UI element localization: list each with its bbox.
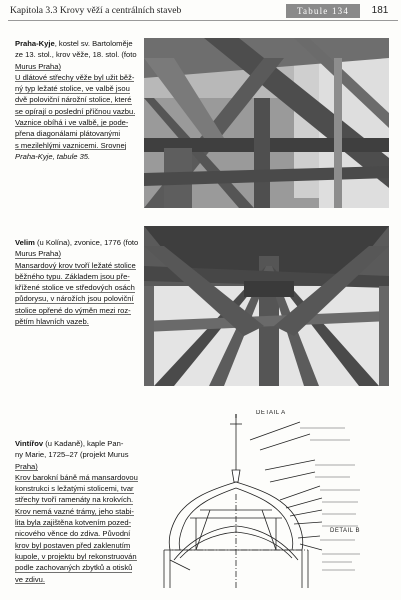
detail-a-label: DETAIL A (256, 410, 286, 416)
caption-place: Vintířov (15, 439, 44, 448)
caption-place: Velim (15, 238, 35, 247)
caption-place: Praha-Kyje (15, 39, 55, 48)
caption-praha-kyje: Praha-Kyje, kostel sv. Bartoloměje ze 13. stol., krov věže, 18. stol. (foto Murus Praha) U dlátové střechy věže byl užit běž- ný typ ležaté stolice, ve valbě jsou dvě poloviční nárožní stolice, které se opírají o poslední příčnou vazbu. Vaznice obíhá i ve valbě, je pode- přena diagonálami plátovanými s mezilehlými vaznicemi. Srovnej Praha-Kyje, tabule 35. (15, 39, 137, 161)
page-number: 181 (371, 5, 389, 16)
chapter-heading: Kapitola 3.3 Krovy věží a centrálních staveb (10, 5, 182, 16)
header-rule (8, 20, 398, 21)
detail-b-label: DETAIL B (330, 528, 361, 534)
caption-vintirov: Vintířov (u Kadaně), kaple Pan- ny Marie, 1725–27 (projekt Murus Praha) Krov barokní báně má mansardovou konstrukci s ležatými stolicemi, tvar střechy tvoří ramenáty na krokvích. Krov nemá vazné trámy, jeho stabi- lita byla zajištěna kotvením pozed- nicového věnce do zdiva. Původní krov byl postaven před zaklenutím kupole, v projektu byl rekonstruován podle zachovaných zbytků a otisků ve zdivu. (15, 439, 138, 584)
caption-velim: Velim (u Kolína), zvonice, 1776 (foto Murus Praha) Mansardový krov tvoří ležaté stolice běžného typu. Základem jsou pře- křížené stolice ve středových osách půdorysu, v nárožích jsou poloviční stolice opřené do výměn mezi roz- pětím hlavních vazeb. (15, 238, 139, 327)
technical-drawing-dome-roof (150, 410, 390, 590)
photo-velim-belfry (144, 226, 389, 386)
table-label: Tabule 134 (286, 4, 360, 18)
photo-praha-kyje-roof (144, 38, 389, 208)
